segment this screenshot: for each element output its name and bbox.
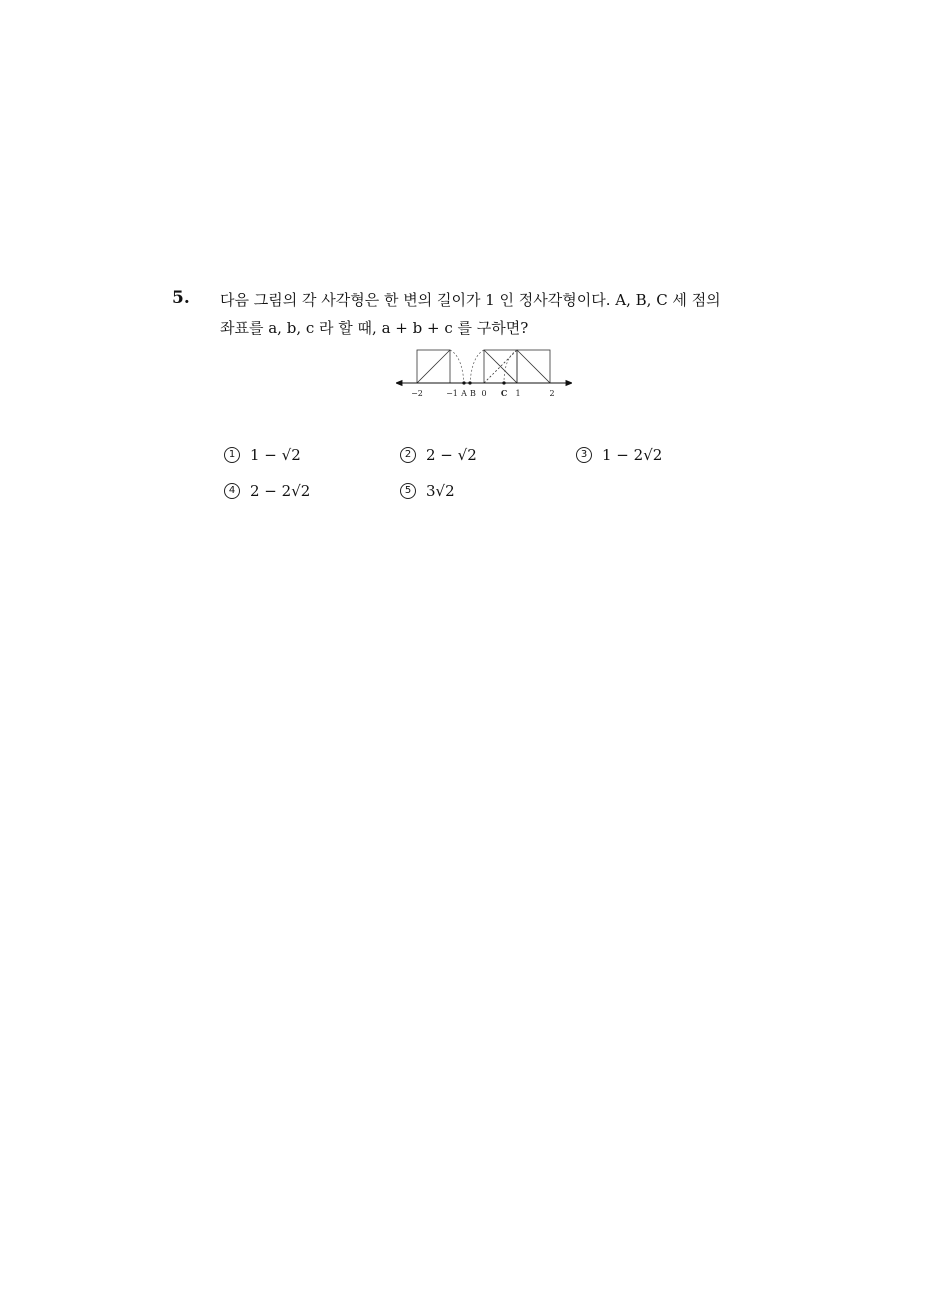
- arc-C: [504, 350, 517, 383]
- tick-label-neg2: −2: [411, 389, 423, 398]
- question-text: [220, 286, 780, 342]
- tick-labels: [411, 388, 554, 398]
- arcs: [450, 350, 517, 383]
- number-line-figure: [396, 344, 572, 404]
- choice-expression: 2 − √2: [426, 446, 477, 464]
- choice-expression: 1 − 2√2: [602, 446, 663, 464]
- choice-2[interactable]: [400, 446, 477, 464]
- question-line-1: 다음 그림의 각 사각형은 한 변의 길이가 1 인 정사각형이다. A, B, C 세 점의: [220, 291, 721, 309]
- choice-number: 2: [400, 447, 416, 463]
- axis-arrow-left: [396, 381, 402, 386]
- choice-3[interactable]: [576, 446, 662, 464]
- choice-number: 4: [224, 483, 240, 499]
- tick-label-2: 2: [549, 389, 555, 398]
- point-label-B: B: [470, 389, 476, 398]
- point-A: [463, 382, 465, 384]
- choice-4[interactable]: [224, 482, 310, 500]
- point-B: [469, 382, 471, 384]
- diagonal-3: [517, 350, 550, 383]
- axis-arrow-right: [566, 381, 572, 386]
- squares: [417, 350, 550, 383]
- diagonal-1: [417, 350, 450, 383]
- diagonal-2: [484, 350, 517, 383]
- choice-5[interactable]: [400, 482, 455, 500]
- choice-expression: 3√2: [426, 482, 455, 500]
- choice-number: 5: [400, 483, 416, 499]
- tick-label-0: 0: [481, 389, 487, 398]
- choice-expression: 1 − √2: [250, 446, 301, 464]
- point-label-A: A: [461, 389, 467, 398]
- choice-expression: 2 − 2√2: [250, 482, 311, 500]
- answer-choices: [224, 446, 744, 516]
- tick-label-neg1: −1: [446, 389, 458, 398]
- choice-number: 1: [224, 447, 240, 463]
- point-C: [503, 382, 505, 384]
- choice-1[interactable]: [224, 446, 301, 464]
- arc-A: [450, 350, 464, 383]
- point-label-C: C: [500, 388, 508, 398]
- problem-number: 5.: [172, 288, 190, 308]
- arc-B: [470, 350, 484, 383]
- choice-number: 3: [576, 447, 592, 463]
- tick-label-1: 1: [515, 389, 521, 398]
- question-line-2: 좌표를 a, b, c 라 할 때, a + b + c 를 구하면?: [220, 319, 529, 337]
